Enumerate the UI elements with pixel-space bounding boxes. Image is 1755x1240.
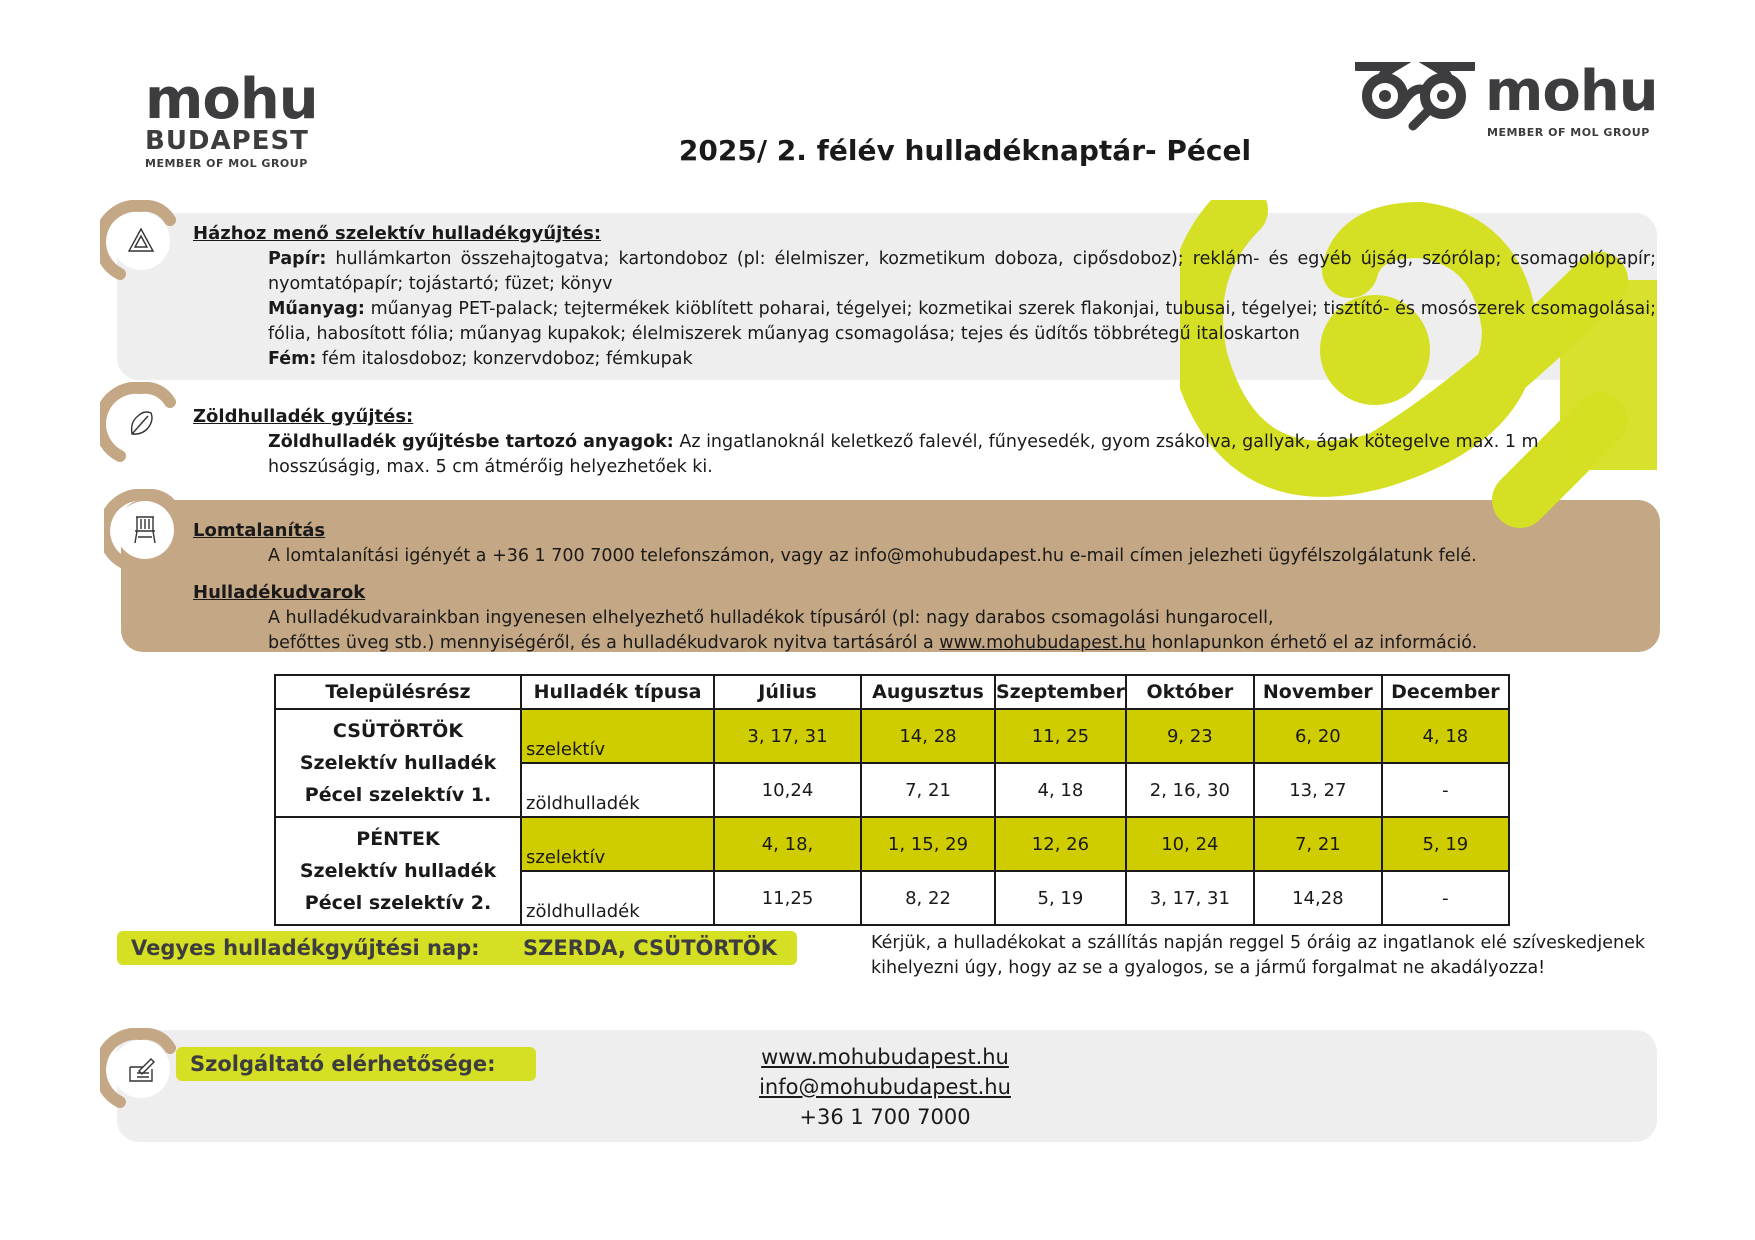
header-august: Augusztus xyxy=(861,675,995,709)
plastic-label: Műanyag: xyxy=(268,299,365,319)
recycle-badge xyxy=(108,208,174,274)
date-cell: 12, 26 xyxy=(995,817,1126,871)
paper-label: Papír: xyxy=(268,249,327,269)
green-text: Az ingatlanoknál keletkező falevél, fűnyesedék, gyom zsákolva, gallyak, ágak kötegelve max. 1 m hosszúságig, max. 5 cm átmérőig helyezhetőek ki. xyxy=(268,432,1539,477)
date-cell: 10,24 xyxy=(714,763,861,817)
date-cell: 14, 28 xyxy=(861,709,995,763)
logo-city: BUDAPEST xyxy=(145,126,309,156)
metal-label: Fém: xyxy=(268,349,317,369)
mixed-waste-banner xyxy=(117,931,797,965)
location-route: Pécel szelektív 1. xyxy=(304,784,492,806)
date-cell: 9, 23 xyxy=(1126,709,1254,763)
chair-badge xyxy=(112,497,178,563)
oak-leaf-icon xyxy=(126,408,156,438)
contact-label: Szolgáltató elérhetősége: xyxy=(176,1047,536,1081)
green-label: Zöldhulladék gyűjtésbe tartozó anyagok: xyxy=(268,432,674,452)
green-description xyxy=(268,430,1618,480)
location-kind: Szelektív hulladék xyxy=(299,752,497,774)
contact-badge xyxy=(108,1036,174,1102)
header-location: Településrész xyxy=(275,675,521,709)
contact-website-link[interactable]: www.mohubudapest.hu xyxy=(761,1045,1009,1069)
date-cell: 6, 20 xyxy=(1254,709,1382,763)
leaf-badge xyxy=(108,390,174,456)
date-cell: 4, 18 xyxy=(1382,709,1509,763)
header-july: Július xyxy=(714,675,861,709)
logo-wordmark: mohu xyxy=(1485,59,1658,124)
date-cell: 14,28 xyxy=(1254,871,1382,925)
contact-details xyxy=(700,1042,1070,1132)
yards-text-line2a: befőttes üveg stb.) mennyiségéről, és a hulladékudvarok nyitva tartásáról a xyxy=(268,633,940,653)
waste-type-cell: szelektív xyxy=(521,817,714,871)
date-cell: 8, 22 xyxy=(861,871,995,925)
mixed-waste-days: SZERDA, CSÜTÖRTÖK xyxy=(523,936,778,960)
mixed-waste-label: Vegyes hulladékgyűjtési nap: xyxy=(131,936,480,960)
waste-type-cell: zöldhulladék xyxy=(521,871,714,925)
yards-text-line2b: honlapunkon érhető el az információ. xyxy=(1145,633,1478,653)
owl-eyes-icon xyxy=(1355,62,1475,142)
date-cell: 10, 24 xyxy=(1126,817,1254,871)
location-kind: Szelektív hulladék xyxy=(299,860,497,882)
date-cell: 5, 19 xyxy=(995,871,1126,925)
table-row xyxy=(275,709,1509,763)
selective-paper xyxy=(268,247,1656,297)
table-header-row xyxy=(275,675,1509,709)
location-cell xyxy=(275,817,521,925)
bulky-heading: Lomtalanítás xyxy=(193,520,326,541)
paper-text: hullámkarton összehajtogatva; kartondoboz (pl: élelmiszer, kozmetikum doboza, cipősdoboz); reklám- és egyéb újság, szórólap; csomagolópapír; nyomtatópapír; tojástartó; füzet; könyv xyxy=(268,249,1656,294)
date-cell: 7, 21 xyxy=(1254,817,1382,871)
logo-tagline: MEMBER OF MOL GROUP xyxy=(145,157,308,170)
date-cell: 3, 17, 31 xyxy=(714,709,861,763)
schedule-table xyxy=(274,674,1510,926)
table-row xyxy=(275,817,1509,871)
selective-metal xyxy=(268,347,1656,372)
logo-wordmark: mohu xyxy=(145,67,318,132)
chair-icon xyxy=(132,515,158,545)
date-cell: 13, 27 xyxy=(1254,763,1382,817)
logo-tagline: MEMBER OF MOL GROUP xyxy=(1487,126,1650,139)
date-cell: 5, 19 xyxy=(1382,817,1509,871)
date-cell: 11, 25 xyxy=(995,709,1126,763)
bulky-text: A lomtalanítási igényét a +36 1 700 7000 telefonszámon, vagy az info@mohubudapest.hu e-mail címen jelezheti ügyfélszolgálatunk felé. xyxy=(268,546,1477,566)
date-cell: 1, 15, 29 xyxy=(861,817,995,871)
date-cell: 3, 17, 31 xyxy=(1126,871,1254,925)
location-day: PÉNTEK xyxy=(356,828,440,850)
header-december: December xyxy=(1382,675,1509,709)
date-cell: 11,25 xyxy=(714,871,861,925)
recycle-icon xyxy=(126,226,156,256)
date-cell: 4, 18 xyxy=(995,763,1126,817)
waste-type-cell: zöldhulladék xyxy=(521,763,714,817)
yards-text-line1: A hulladékudvarainkban ingyenesen elhelyezhető hulladékok típusáról (pl: nagy darabos csomagolási hungarocell, xyxy=(268,608,1274,628)
location-route: Pécel szelektív 2. xyxy=(304,892,492,914)
website-link[interactable]: www.mohubudapest.hu xyxy=(939,633,1146,653)
contact-phone: +36 1 700 7000 xyxy=(799,1105,971,1129)
plastic-text: műanyag PET-palack; tejtermékek kiöblített poharai, tégelyei; kozmetikai szerek flakonjai, tubusai, tégelyei; tisztító- és mosószerek csomagolásai; fólia, habosított fólia; műanyag kupakok; élelmiszerek műanyag csomagolása; tejes és üdítős többrétegű italoskarton xyxy=(268,299,1656,344)
selective-heading: Házhoz menő szelektív hulladékgyűjtés: xyxy=(193,223,602,244)
selective-plastic xyxy=(268,297,1656,347)
header-november: November xyxy=(1254,675,1382,709)
location-day: CSÜTÖRTÖK xyxy=(332,720,464,742)
contact-email-link[interactable]: info@mohubudapest.hu xyxy=(759,1075,1011,1099)
date-cell: 2, 16, 30 xyxy=(1126,763,1254,817)
header-type: Hulladék típusa xyxy=(521,675,714,709)
metal-text: fém italosdoboz; konzervdoboz; fémkupak xyxy=(316,349,693,369)
yards-heading: Hulladékudvarok xyxy=(193,582,366,603)
header-october: Október xyxy=(1126,675,1254,709)
yards-text xyxy=(268,606,1648,656)
header-september: Szeptember xyxy=(995,675,1126,709)
date-cell: 4, 18, xyxy=(714,817,861,871)
location-cell xyxy=(275,709,521,817)
date-cell: 7, 21 xyxy=(861,763,995,817)
page-title: 2025/ 2. félév hulladéknaptár- Pécel xyxy=(678,134,1252,167)
waste-type-cell: szelektív xyxy=(521,709,714,763)
placement-notice: Kérjük, a hulladékokat a szállítás napján reggel 5 óráig az ingatlanok elé szíveskedjenek kihelyezni úgy, hogy az se a gyalogos, se a jármű forgalmat ne akadályozza! xyxy=(871,933,1645,978)
form-pen-icon xyxy=(127,1055,155,1083)
green-heading: Zöldhulladék gyűjtés: xyxy=(193,406,414,427)
date-cell: - xyxy=(1382,763,1509,817)
date-cell: - xyxy=(1382,871,1509,925)
